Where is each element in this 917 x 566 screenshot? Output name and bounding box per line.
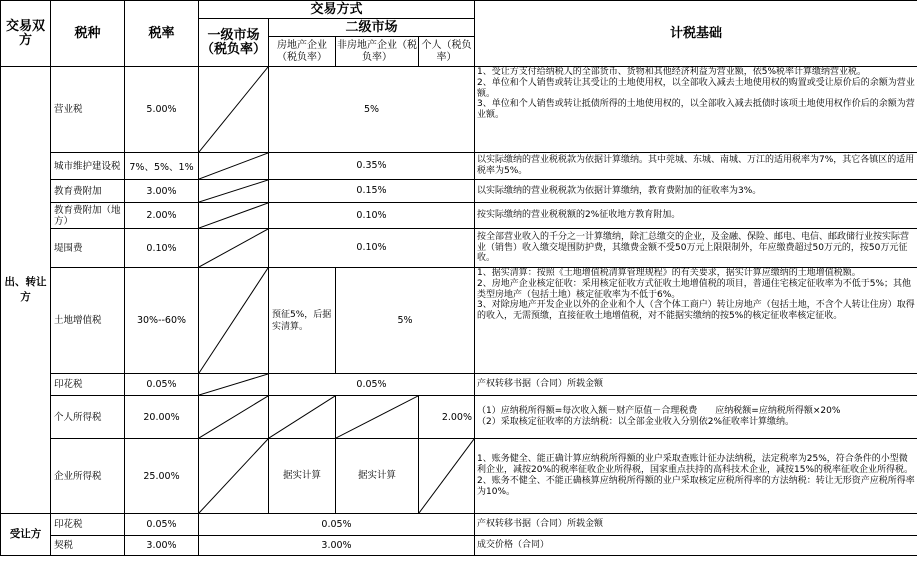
buyer-label: 受让方 (1, 514, 51, 556)
tax-basis (475, 268, 917, 374)
empty-slash (199, 203, 269, 229)
tax-rate: 30%--60% (125, 268, 199, 374)
nonre-rate: 据实计算 (336, 439, 419, 514)
re-rate: 预征5%，后据实清算。 (269, 268, 336, 374)
empty-slash (199, 180, 269, 203)
tax-basis: 产权转移书据（合同）所载金额 (475, 514, 917, 536)
tax-basis: 以实际缴纳的营业税税款为依据计算缴纳，教育费附加的征收率为3%。 (475, 180, 917, 203)
header-personal: 个人（税负率） (419, 37, 475, 67)
personal-rate: 2.00% (419, 396, 475, 439)
basis-line: 1、账务健全、能正确计算应纳税所得额的业户采取查账计征办法纳税，法定税率为25%，符合条件的小型微利企业，减按20%的税率征收企业所得税，国家重点扶持的高科技术企业，减按15%的税率征收企业所得税。 (477, 454, 914, 476)
basis-line: （2）采取核定征收率的方法纳税：以全部金业收入分别依2%征收率计算缴纳。 (477, 417, 795, 427)
secondary-rate: 0.10% (269, 203, 475, 229)
tax-name: 个人所得税 (51, 396, 125, 439)
tax-name: 契税 (51, 536, 125, 556)
tax-rate: 3.00% (125, 536, 199, 556)
basis-line: 2、单位和个人销售或转让其受让的土地使用权，以全部收入减去土地使用权的购置或受让原价后的余额为营业额。 (477, 77, 915, 99)
empty-slash (269, 396, 336, 439)
secondary-rate: 5% (269, 67, 475, 153)
header-re: 房地产企业（税负率） (269, 37, 336, 67)
buyer-rate: 0.05% (199, 514, 475, 536)
basis-line: 3、对除房地产开发企业以外的企业和个人（含个体工商户）转让房地产（包括土地，不含个人转让住房）取得的收入，无需预缴，直接征收土地增值税，对不能据实缴纳的按5%的核定征收率核定征收。 (477, 300, 915, 322)
basis-line: 3、单位和个人销售或转让抵债所得的土地使用权的，以全部收入减去抵债时该项土地使用权作价后的余额为营业额。 (477, 99, 915, 121)
re-rate: 据实计算 (269, 439, 336, 514)
tax-rate: 0.05% (125, 514, 199, 536)
secondary-rate: 0.10% (269, 229, 475, 268)
basis-line: 1、受让方支付给纳税人的全部货币、货物和其他经济利益为营业额，依5%税率计算缴纳营业税。 (477, 67, 867, 77)
empty-slash (419, 439, 475, 514)
tax-basis: 成交价格（合同） (475, 536, 917, 556)
tax-basis: 按全部营业收入的千分之一计算缴纳，除汇总缴交的企业，及金融、保险、邮电、电信、邮政储行业按实际营业（销售）收入缴交堤围防护费，其缴费金额不受50万元上限限制外，年应缴费超过50万元的，按50万元征收。 (475, 229, 917, 268)
header-nonre: 非房地产企业（税负率） (336, 37, 419, 67)
tax-basis: 以实际缴纳的营业税税款为依据计算缴纳。其中莞城、东城、南城、万江的适用税率为7%，其它各镇区的适用税率为5%。 (475, 153, 917, 180)
tax-rate: 2.00% (125, 203, 199, 229)
tax-basis (475, 396, 917, 439)
empty-slash (199, 374, 269, 396)
tax-rate: 20.00% (125, 396, 199, 439)
tax-name: 营业税 (51, 67, 125, 153)
tax-basis: 按实际缴纳的营业税税额的2%征收地方教育附加。 (475, 203, 917, 229)
empty-slash (199, 268, 269, 374)
tax-rate: 3.00% (125, 180, 199, 203)
tax-name: 教育费附加（地方） (51, 203, 125, 229)
basis-line: 1、据实清算：按照《土地增值税清算管理规程》的有关要求，据实计算应缴纳的土地增值税额。 (477, 268, 861, 278)
tax-name: 城市维护建设税 (51, 153, 125, 180)
tax-basis (475, 439, 917, 514)
tax-basis: 产权转移书据（合同）所载金额 (475, 374, 917, 396)
empty-slash (199, 439, 269, 514)
tax-name: 堤围费 (51, 229, 125, 268)
empty-slash (199, 153, 269, 180)
tax-basis (475, 67, 917, 153)
header-method: 交易方式 (199, 1, 475, 19)
basis-line: 2、账务不健全、不能正确核算应纳税所得额的业户采取核定应税所得率的方法纳税：转让无形资产应税所得率为10%。 (477, 476, 915, 497)
empty-slash (199, 67, 269, 153)
header-primary: 一级市场（税负率） (199, 19, 269, 67)
tax-rate: 5.00% (125, 67, 199, 153)
empty-slash (199, 229, 269, 268)
tax-rate: 0.05% (125, 374, 199, 396)
buyer-rate: 3.00% (199, 536, 475, 556)
basis-line: 2、房地产企业核定征收：采用核定征收方式征收土地增值税的项目，普通住宅核定征收率为不低于5%；其他类型房地产（包括土地）核定征收率为不低于6%。 (477, 278, 912, 300)
header-rate: 税率 (125, 1, 199, 67)
tax-name: 教育费附加 (51, 180, 125, 203)
secondary-rate: 0.15% (269, 180, 475, 203)
header-party: 交易双方 (1, 1, 51, 67)
header-secondary: 二级市场 (269, 19, 475, 37)
tax-rate: 7%、5%、1% (125, 153, 199, 180)
tax-name: 印花税 (51, 374, 125, 396)
seller-label: 出、转让方 (1, 67, 51, 514)
tax-name: 土地增值税 (51, 268, 125, 374)
tax-rate: 0.10% (125, 229, 199, 268)
secondary-rate: 0.35% (269, 153, 475, 180)
header-basis: 计税基础 (475, 1, 917, 67)
secondary-rate: 0.05% (269, 374, 475, 396)
empty-slash (199, 396, 269, 439)
header-tax: 税种 (51, 1, 125, 67)
nonre-rate: 5% (336, 268, 475, 374)
tax-name: 印花税 (51, 514, 125, 536)
basis-line: （1）应纳税所得额=每次收入额－财产原值－合理税费 应纳税额=应纳税所得额×20% (477, 406, 841, 417)
tax-name: 企业所得税 (51, 439, 125, 514)
tax-rate: 25.00% (125, 439, 199, 514)
empty-slash (336, 396, 419, 439)
